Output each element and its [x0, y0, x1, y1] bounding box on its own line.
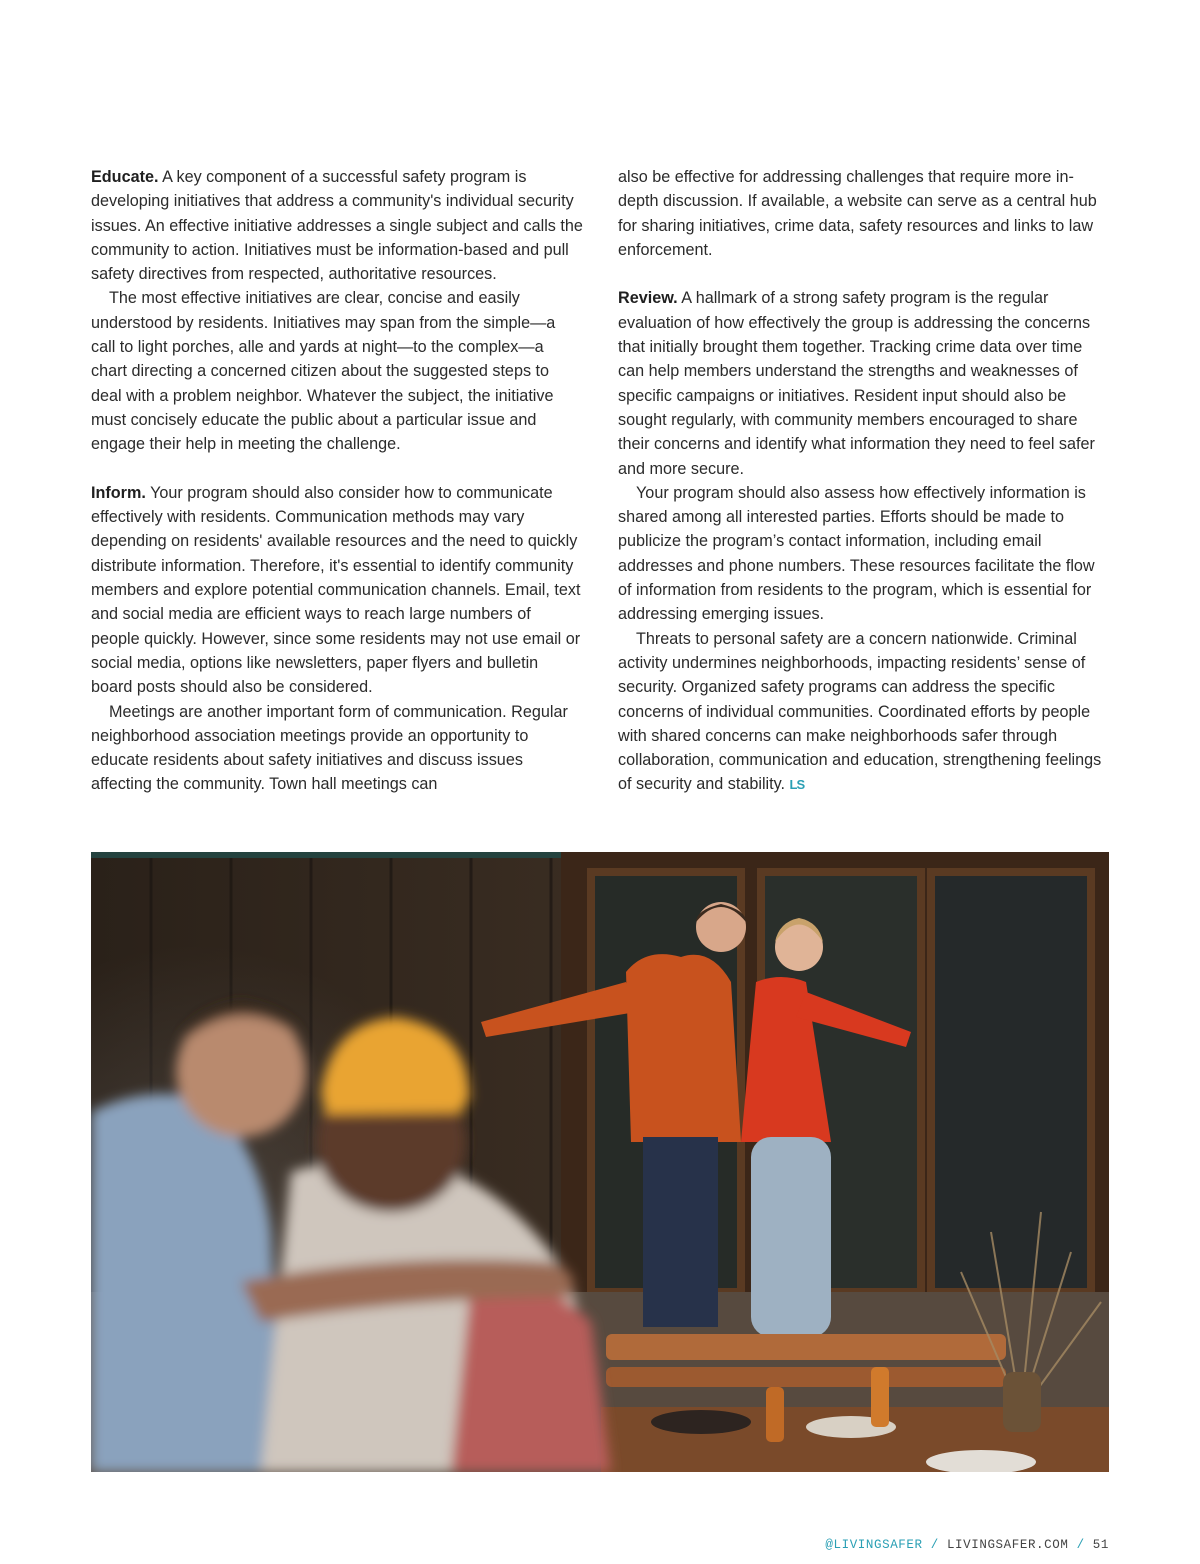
review-heading: Review. — [618, 289, 678, 308]
inform-paragraph — [91, 481, 583, 700]
page-footer — [825, 1538, 1109, 1552]
continuation-paragraph: also be effective for addressing challenges that require more in-depth discussion. If available, a website can serve as a central hub for sharing initiatives, crime data, safety resources and links to law enforcement. — [618, 168, 1097, 259]
footer-separator: / — [930, 1538, 939, 1552]
review-text-3: Threats to personal safety are a concern nationwide. Criminal activity undermines neighborhoods, impacting residents’ sense of security. Organized safety programs can address the specific concerns of individual communities. Coordinated efforts by people with shared concerns can make neighborhoods safer through collaboration, communication and education, strengthening feelings of security and stability. — [618, 629, 1102, 794]
page-number: 51 — [1092, 1538, 1109, 1552]
inform-paragraph-2: Meetings are another important form of communication. Regular neighborhood association meetings provide an opportunity to educate residents about safety initiatives and discuss issues affecting the community. Town hall meetings can — [91, 702, 568, 794]
inform-text: Your program should also consider how to communicate effectively with residents. Communication methods may vary depending on residents' available resources and the need to quickly distribute information. Therefore, it's essential to identify community members and explore potential communication channels. Email, text and social media are efficient ways to reach large numbers of people quickly. However, since some residents may not use email or social media, options like newsletters, paper flyers and bulletin board posts should also be considered. — [91, 483, 581, 697]
right-column — [618, 165, 1110, 798]
educate-heading: Educate. — [91, 168, 159, 186]
left-column — [91, 165, 583, 797]
photo-neighbors-gathering — [91, 852, 1109, 1472]
footer-separator-2: / — [1076, 1538, 1085, 1552]
review-paragraph — [618, 286, 1110, 480]
educate-text: A key component of a successful safety program is developing initiatives that address a community's individual security issues. An effective initiative addresses a single subject and calls the community to action. Initiatives must be information-based and pull safety directives from respected, authoritative resources. — [91, 168, 583, 284]
educate-paragraph — [91, 165, 583, 286]
social-handle: @LIVINGSAFER — [825, 1538, 923, 1552]
review-text: A hallmark of a strong safety program is the regular evaluation of how effectively the group is addressing the concerns that initially brought them together. Tracking crime data over time can help members understand the strengths and weaknesses of specific campaigns or initiatives. Resident input should also be sought regularly, with community members encouraged to share their concerns and identify what information they need to feel safer and more secure. — [618, 289, 1095, 478]
review-paragraph-2: Your program should also assess how effectively information is shared among all interested parties. Efforts should be made to publicize the program’s contact information, including email addresses and phone numbers. These resources facilitate the flow of information from residents to the program, which is essential for addressing emerging issues. — [618, 483, 1095, 624]
photo-illustration — [91, 852, 1109, 1472]
inform-heading: Inform. — [91, 483, 146, 502]
end-mark-logo: LS — [789, 777, 805, 793]
educate-paragraph-2: The most effective initiatives are clear, concise and easily understood by residents. Initiatives may span from the simple—a call to light porches, alle and yards at night—to the complex—a chart directing a concerned citizen about the suggested steps to deal with a problem neighbor. Whatever the subject, the initiative must concisely educate the public about a particular issue and engage their help in meeting the challenge. — [91, 289, 556, 454]
review-paragraph-3 — [618, 627, 1110, 798]
footer-website: LIVINGSAFER.COM — [946, 1538, 1069, 1552]
